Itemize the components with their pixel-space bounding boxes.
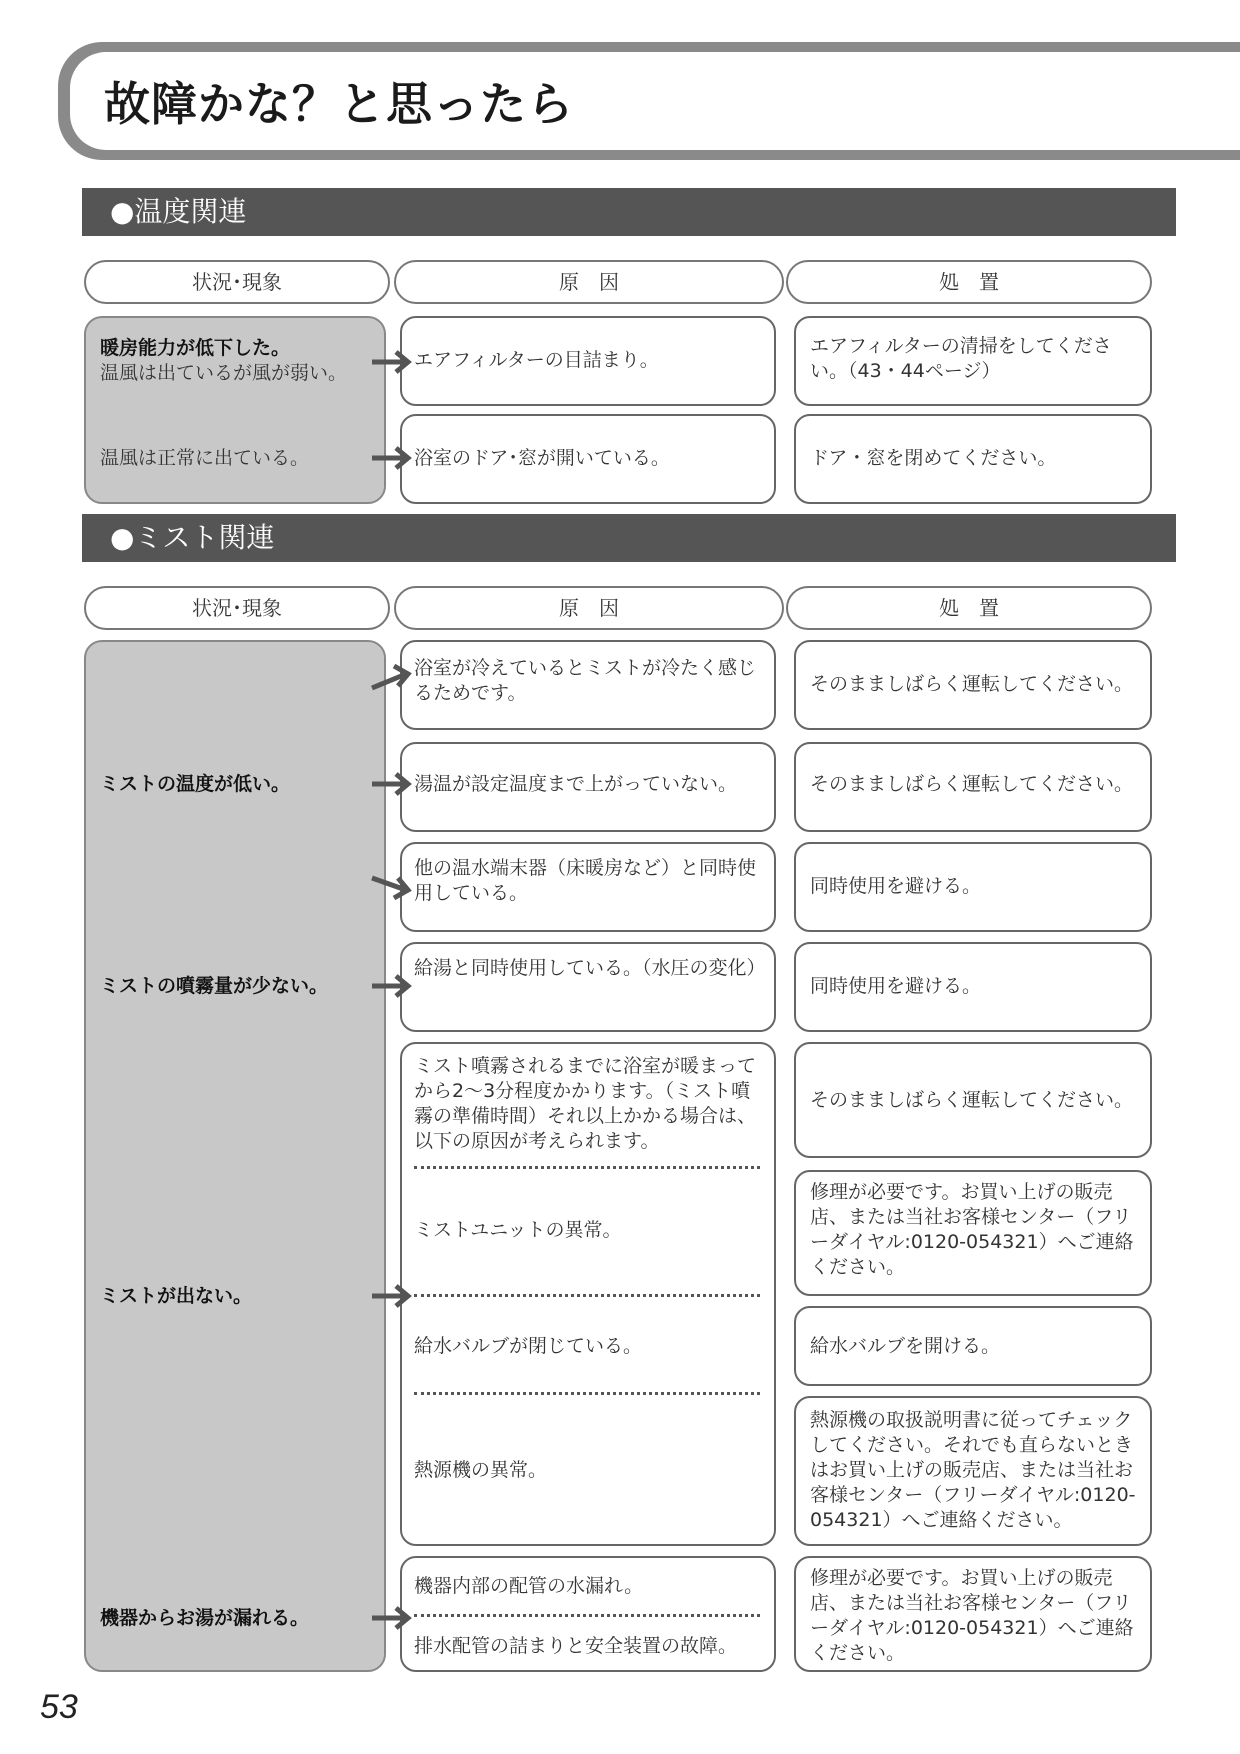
symptom-heating-weak — [100, 336, 370, 386]
column-header-remedy: 処 置 — [786, 260, 1152, 304]
cause-air-filter-clogged: エアフィルターの目詰まり。 — [414, 349, 659, 371]
cause-water-valve-closed: 給水バルブが閉じている。 — [414, 1335, 643, 1357]
arrow-icon — [370, 664, 416, 692]
remedy-contact-service: 修理が必要です。お買い上げの販売店、または当社お客様センター（フリーダイヤル:0120-054321）へご連絡ください。 — [810, 1567, 1134, 1664]
dotted-separator — [414, 1614, 760, 1617]
column-header-cause: 原 因 — [394, 586, 784, 630]
remedy-keep-running: そのまましばらく運転してください。 — [810, 773, 1134, 795]
symptom-hot-water-leak: 機器からお湯が漏れる。 — [100, 1607, 310, 1629]
column-header-cause: 原 因 — [394, 260, 784, 304]
symptom-heating-weak-detail: 温風は出ているが風が弱い。 — [100, 362, 348, 384]
symptom-heating-weak-title: 暖房能力が低下した。 — [100, 337, 291, 359]
remedy-avoid-simultaneous-use: 同時使用を避ける。 — [810, 975, 982, 997]
column-header-symptom: 状況･現象 — [84, 586, 390, 630]
cause-heat-source-fault: 熱源機の異常。 — [414, 1459, 548, 1481]
section-heading-temperature: ●温度関連 — [82, 188, 1176, 236]
symptom-warm-air-normal: 温風は正常に出ている。 — [100, 447, 310, 469]
dotted-separator — [414, 1166, 760, 1169]
dotted-separator — [414, 1392, 760, 1395]
remedy-avoid-simultaneous-use: 同時使用を避ける。 — [810, 875, 982, 897]
arrow-icon — [370, 972, 416, 1000]
symptom-mist-temp-low: ミストの温度が低い。 — [100, 773, 291, 795]
arrow-icon — [370, 874, 416, 902]
remedy-close-door-window: ドア・窓を閉めてください。 — [810, 447, 1057, 469]
arrow-icon — [370, 444, 416, 472]
arrow-icon — [370, 348, 416, 376]
arrow-icon — [370, 770, 416, 798]
cause-door-window-open: 浴室のドア･窓が開いている。 — [414, 447, 670, 469]
remedy-check-heat-source: 熱源機の取扱説明書に従ってチェックしてください。それでも直らないときはお買い上げの販売店、または当社お客様センター（フリーダイヤル:0120-054321）へご連絡ください。 — [810, 1409, 1136, 1531]
cause-mist-unit-fault: ミストユニットの異常。 — [414, 1219, 622, 1241]
cause-water-temp-not-reached: 湯温が設定温度まで上がっていない。 — [414, 773, 738, 795]
remedy-contact-service: 修理が必要です。お買い上げの販売店、または当社お客様センター（フリーダイヤル:0120-054321）へご連絡ください。 — [810, 1181, 1134, 1278]
cause-internal-pipe-leak: 機器内部の配管の水漏れ。 — [414, 1575, 644, 1597]
column-header-symptom: 状況･現象 — [84, 260, 390, 304]
remedy-keep-running: そのまましばらく運転してください。 — [810, 1089, 1134, 1111]
cause-mist-preparation-time: ミスト噴霧されるまでに浴室が暖まってから2〜3分程度かかります。（ミスト噴霧の準備時間）それ以上かかる場合は、以下の原因が考えられます。 — [414, 1055, 757, 1152]
symptom-no-mist: ミストが出ない。 — [100, 1285, 253, 1307]
cause-simultaneous-use-terminals: 他の温水端末器（床暖房など）と同時使用している。 — [414, 857, 757, 904]
symptom-mist-amount-low: ミストの噴霧量が少ない。 — [100, 975, 329, 997]
remedy-open-water-valve: 給水バルブを開ける。 — [810, 1335, 1001, 1357]
page-number: 53 — [40, 1688, 78, 1726]
remedy-clean-air-filter: エアフィルターの清掃をしてください。（43・44ページ） — [810, 335, 1112, 382]
arrow-icon — [370, 1282, 416, 1310]
remedy-keep-running: そのまましばらく運転してください。 — [810, 673, 1134, 695]
cause-simultaneous-hot-water: 給湯と同時使用している。（水圧の変化） — [414, 957, 766, 979]
cause-bathroom-cold: 浴室が冷えているとミストが冷たく感じるためです。 — [414, 657, 757, 704]
arrow-icon — [370, 1604, 416, 1632]
page-title: 故障かな？と思ったら — [104, 77, 574, 131]
section-heading-mist: ●ミスト関連 — [82, 514, 1176, 562]
cause-drain-clog-safety-fault: 排水配管の詰まりと安全装置の故障。 — [414, 1635, 738, 1657]
dotted-separator — [414, 1294, 760, 1297]
column-header-remedy: 処 置 — [786, 586, 1152, 630]
